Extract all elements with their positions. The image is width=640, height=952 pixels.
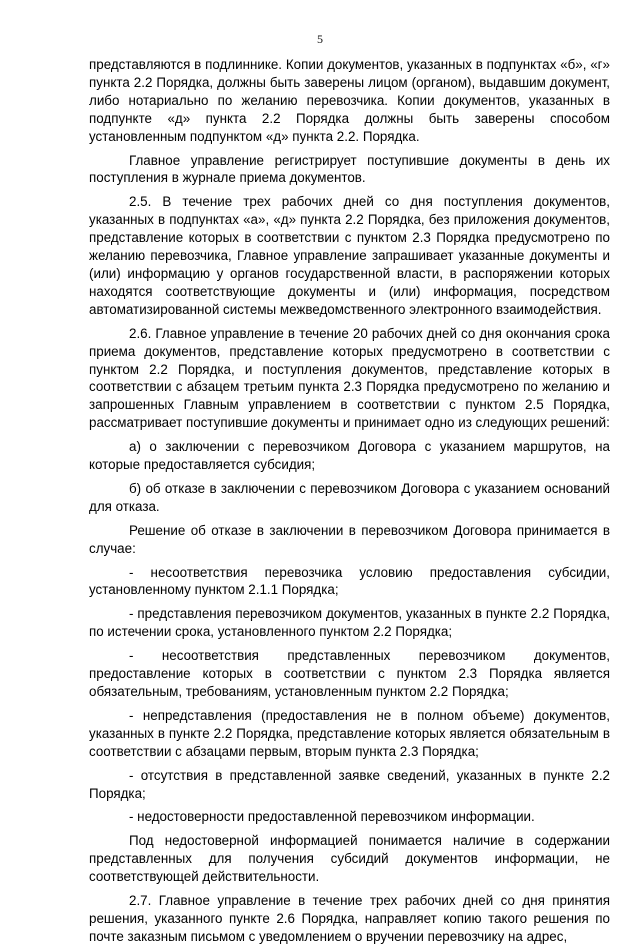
refusal-reason: - несоответствия перевозчика условию предоставления субсидии, установленному пунктом 2.1.1 Порядка; xyxy=(89,564,610,598)
page-number: 5 xyxy=(317,32,323,46)
refusal-intro: Решение об отказе в заключении в перевозчиком Договора принимается в случае: xyxy=(89,522,610,556)
paragraph-continuation: представляются в подлиннике. Копии документов, указанных в подпунктах «б», «г» пункта 2.2 Порядка, должны быть заверены лицом (органом), выдавшим документ, либо нотариально по желанию перевозчика. Копии документов, указанных в подпункте «д» пункта 2.2 Порядка должны быть заверены способом установленным подпунктом «д» пункта 2.2. Порядка. xyxy=(89,57,610,144)
paragraph-definition: Под недостоверной информацией понимается наличие в содержании представленных для получения субсидий документов информации, не соответствующей действительности. xyxy=(89,833,610,885)
document-body xyxy=(89,56,610,952)
paragraph-2-6: 2.6. Главное управление в течение 20 рабочих дней со дня окончания срока приема документов, представление которых предусмотрено в соответствии с пунктом 2.2 Порядка, и поступления документов, представление которых в соответствии с абзацем третьим пункта 2.3 Порядка предусмотрено по желанию и запрошенных Главным управлением в соответствии с пунктом 2.5 Порядка, рассматривает поступившие документы и принимает одно из следующих решений: xyxy=(89,325,610,431)
paragraph-2-5: 2.5. В течение трех рабочих дней со дня поступления документов, указанных в подпунктах «а», «д» пункта 2.2 Порядка, без приложения документов, представление которых в соответствии с пунктом 2.3 Порядка предусмотрено по желанию перевозчика, Главное управление запрашивает указанные документы и (или) информацию у органов государственной власти, в распоряжении которых находятся соответствующие документы и (или) информация, посредством автоматизированной системы межведомственного электронного взаимодействия. xyxy=(89,194,610,317)
refusal-reason: - недостоверности предоставленной перевозчиком информации. xyxy=(129,809,535,825)
paragraph-2-7: 2.7. Главное управление в течение трех рабочих дней со дня принятия решения, указанного пункте 2.6 Порядка, направляет копию такого решения по почте заказным письмом с уведомлением о вручении перевозчику на адрес, xyxy=(89,893,610,944)
refusal-reason: - отсутствия в представленной заявке сведений, указанных в пункте 2.2 Порядка; xyxy=(89,767,610,801)
decision-option-b: б) об отказе в заключении с перевозчиком Договора с указанием оснований для отказа. xyxy=(89,480,610,514)
decision-option-a: а) о заключении с перевозчиком Договора с указанием маршрутов, на которые предоставляется субсидия; xyxy=(89,439,610,473)
refusal-reason: - представления перевозчиком документов, указанных в пункте 2.2 Порядка, по истечении срока, установленного пунктом 2.2 Порядка; xyxy=(89,606,610,640)
refusal-reason: - непредставления (предоставления не в полном объеме) документов, указанных в пункте 2.2 Порядка, представление которых является обязательным в соответствии с абзацами первым, вторым пункта 2.3 Порядка; xyxy=(89,707,610,759)
paragraph-registration: Главное управление регистрирует поступившие документы в день их поступления в журнале приема документов. xyxy=(89,152,610,186)
refusal-reason: - несоответствия представленных перевозчиком документов, предоставление которых в соответствии с пунктом 2.3 Порядка является обязательным, требованиям, установленным пунктом 2.2 Порядка; xyxy=(89,648,610,699)
